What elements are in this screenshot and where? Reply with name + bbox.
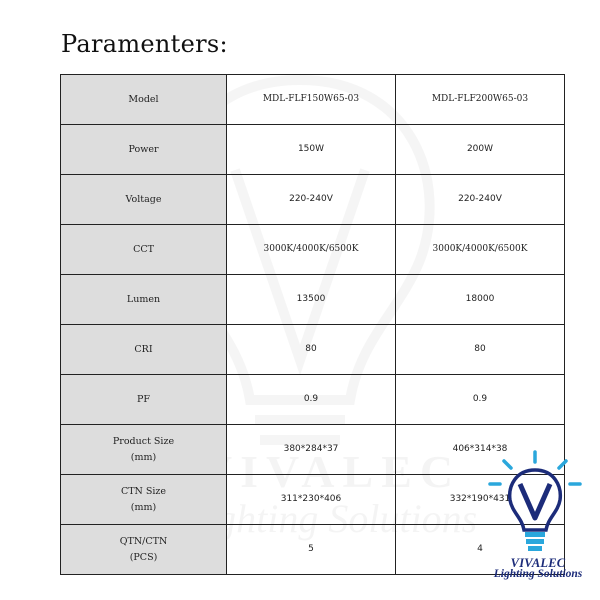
row-label-line1: QTN/CTN xyxy=(119,536,168,548)
table-cell: MDL-FLF150W65-03 xyxy=(227,75,396,125)
table-row xyxy=(61,325,565,375)
row-label xyxy=(61,475,227,525)
row-label-unit: (PCS) xyxy=(129,551,158,563)
table-cell: 80 xyxy=(396,325,565,375)
table-cell: 200W xyxy=(396,125,565,175)
table-row xyxy=(61,375,565,425)
table-cell: 3000K/4000K/6500K xyxy=(227,225,396,275)
table-cell: 18000 xyxy=(396,275,565,325)
row-label: Model xyxy=(61,75,227,125)
table-cell: 332*190*431 xyxy=(396,475,565,525)
row-label: Voltage xyxy=(61,175,227,225)
row-label: CCT xyxy=(61,225,227,275)
page-title: Paramenters: xyxy=(61,30,228,58)
row-label: CRI xyxy=(61,325,227,375)
table-row xyxy=(61,75,565,125)
table-cell: 220-240V xyxy=(396,175,565,225)
table-cell: 311*230*406 xyxy=(227,475,396,525)
table-cell: 80 xyxy=(227,325,396,375)
logo-tagline-text: Lighting Solutions xyxy=(493,568,583,580)
row-label: Lumen xyxy=(61,275,227,325)
table-row xyxy=(61,275,565,325)
row-label-unit: (mm) xyxy=(130,451,157,463)
row-label xyxy=(61,425,227,475)
table-cell: 3000K/4000K/6500K xyxy=(396,225,565,275)
row-label-line1: Product Size xyxy=(112,436,175,448)
table-cell: 380*284*37 xyxy=(227,425,396,475)
table-cell: 5 xyxy=(227,525,396,575)
table-cell: 406*314*38 xyxy=(396,425,565,475)
row-label-unit: (mm) xyxy=(130,501,157,513)
logo-brand-text: VIVALEC xyxy=(510,556,566,570)
row-label: Power xyxy=(61,125,227,175)
table-cell: 13500 xyxy=(227,275,396,325)
table-row xyxy=(61,225,565,275)
table-row xyxy=(61,175,565,225)
table-cell: 150W xyxy=(227,125,396,175)
table-cell: 220-240V xyxy=(227,175,396,225)
table-cell: 0.9 xyxy=(227,375,396,425)
row-label: PF xyxy=(61,375,227,425)
table-cell: 4 xyxy=(396,525,565,575)
table-cell: 0.9 xyxy=(396,375,565,425)
row-label xyxy=(61,525,227,575)
table-cell: MDL-FLF200W65-03 xyxy=(396,75,565,125)
table-row xyxy=(61,125,565,175)
row-label-line1: CTN Size xyxy=(120,486,167,498)
